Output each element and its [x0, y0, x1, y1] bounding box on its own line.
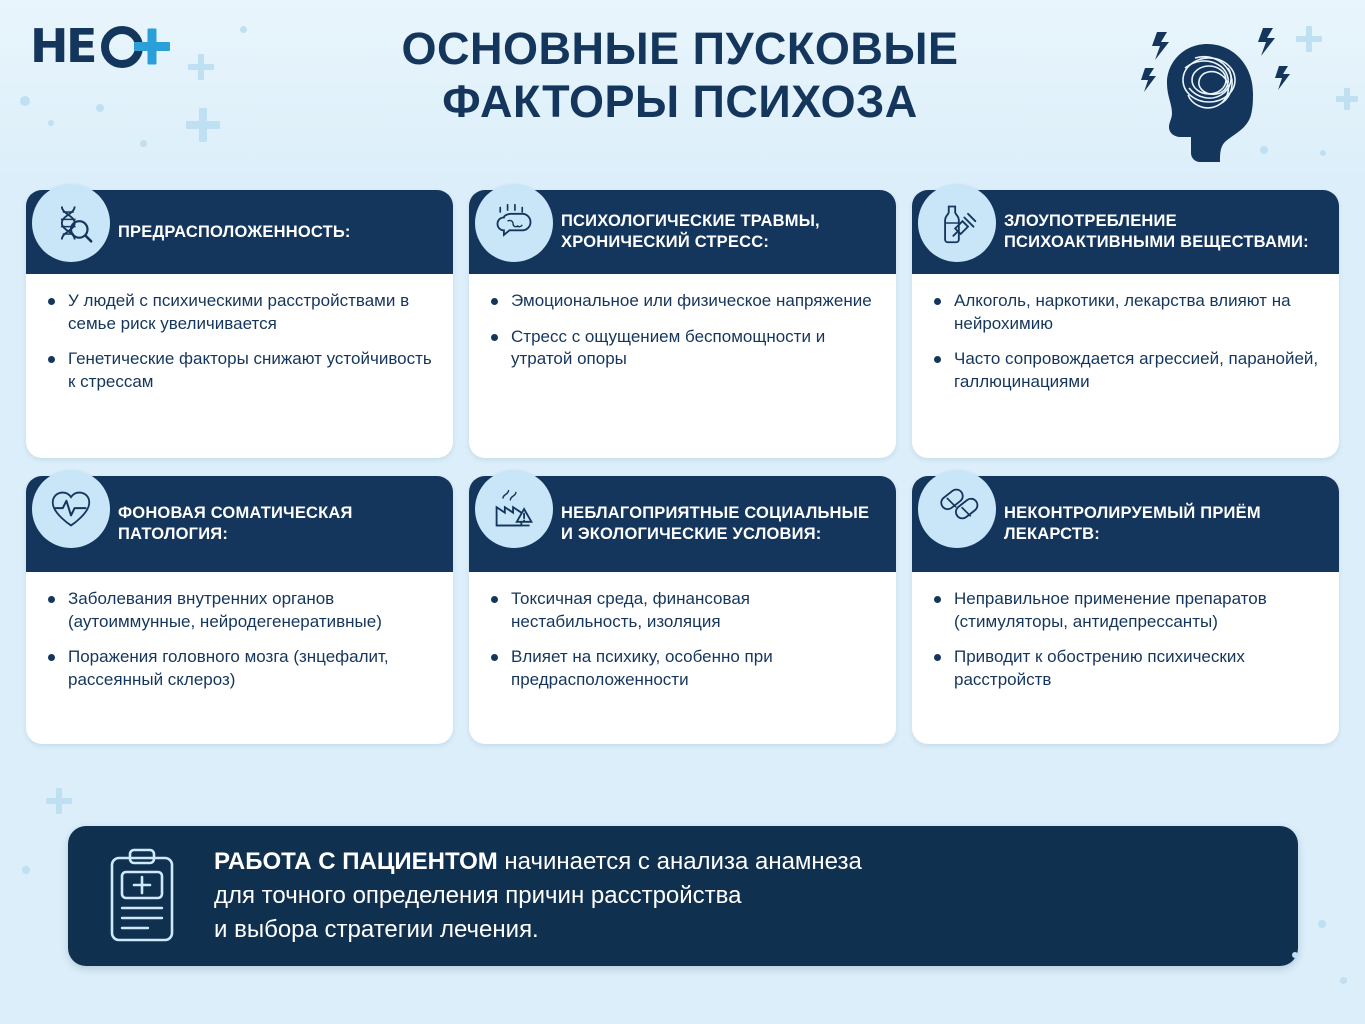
bottle-syringe-icon	[918, 184, 996, 262]
svg-text:H: H	[30, 19, 69, 73]
card-header	[26, 476, 453, 572]
list-item: Часто сопровождается агрессией, паранойей, галлюцинациями	[932, 348, 1321, 393]
list-item: Стресс с ощущением беспомощности и утратой опоры	[489, 326, 878, 371]
card-header	[912, 190, 1339, 274]
heart-pulse-icon	[32, 470, 110, 548]
list-item: Неправильное применение препаратов (стимуляторы, антидепрессанты)	[932, 588, 1321, 633]
logo-mark	[30, 18, 180, 76]
card-header	[26, 190, 453, 274]
dot-decoration	[240, 26, 247, 33]
bullet-list	[489, 588, 878, 691]
dna-magnifier-icon	[32, 184, 110, 262]
card-body	[912, 274, 1339, 411]
footer-rest: начинается с анализа анамнеза	[497, 847, 862, 875]
brand-logo	[30, 18, 180, 76]
factory-warning-icon	[475, 470, 553, 548]
dot-decoration	[48, 120, 54, 126]
dot-decoration	[1340, 977, 1347, 984]
card-header	[912, 476, 1339, 572]
footer-callout	[68, 826, 1298, 966]
footer-lead: РАБОТА С ПАЦИЕНТОМ	[214, 847, 498, 875]
list-item: Заболевания внутренних органов (аутоиммунные, нейродегенеративные)	[46, 588, 435, 633]
card-title: НЕБЛАГОПРИЯТНЫЕ СОЦИАЛЬНЫЕ И ЭКОЛОГИЧЕСКИЕ УСЛОВИЯ:	[561, 504, 870, 543]
bullet-list	[932, 588, 1321, 691]
card-header	[469, 190, 896, 274]
pills-icon	[918, 470, 996, 548]
list-item: Токсичная среда, финансовая нестабильность, изоляция	[489, 588, 878, 633]
header	[0, 0, 1365, 172]
bullet-list	[489, 290, 878, 371]
card-title: ПСИХОЛОГИЧЕСКИЕ ТРАВМЫ, ХРОНИЧЕСКИЙ СТРЕСС:	[561, 212, 820, 251]
page-title-line1: ОСНОВНЫЕ ПУСКОВЫЕ	[401, 23, 959, 74]
plus-decoration	[188, 54, 214, 80]
footer-line-1	[214, 845, 862, 879]
card-body	[469, 274, 896, 389]
card-body	[26, 572, 453, 709]
bottom-decoration	[0, 964, 1365, 1024]
card-trauma-stress	[469, 190, 896, 458]
card-social-ecological	[469, 476, 896, 744]
list-item: Генетические факторы снижают устойчивость к стрессам	[46, 348, 435, 393]
list-item: Алкоголь, наркотики, лекарства влияют на нейрохимию	[932, 290, 1321, 335]
footer-text	[188, 845, 862, 947]
brain-stress-icon	[475, 184, 553, 262]
bullet-list	[46, 290, 435, 393]
list-item: Приводит к обострению психических расстройств	[932, 646, 1321, 691]
card-substance-abuse	[912, 190, 1339, 458]
plus-decoration	[46, 788, 72, 814]
footer-line-2: для точного определения причин расстройства	[214, 881, 742, 909]
card-predisposition	[26, 190, 453, 458]
list-item: Поражения головного мозга (знцефалит, рассеянный склероз)	[46, 646, 435, 691]
plus-decoration	[1336, 88, 1358, 110]
card-title: НЕКОНТРОЛИРУЕМЫЙ ПРИЁМ ЛЕКАРСТВ:	[1004, 504, 1261, 543]
list-item: Эмоциональное или физическое напряжение	[489, 290, 878, 313]
card-header	[469, 476, 896, 572]
dot-decoration	[1292, 952, 1298, 958]
list-item: Влияет на психику, особенно при предрасположенности	[489, 646, 878, 691]
dot-decoration	[140, 140, 147, 147]
card-body	[469, 572, 896, 709]
footer-line-3: и выбора стратегии лечения.	[214, 916, 539, 944]
dot-decoration	[1318, 920, 1326, 928]
head-brain-illustration	[1111, 8, 1311, 168]
card-uncontrolled-medication	[912, 476, 1339, 744]
page-title	[300, 22, 1060, 128]
dot-decoration	[96, 104, 104, 112]
card-body	[912, 572, 1339, 709]
factor-card-grid	[0, 172, 1365, 744]
bullet-list	[932, 290, 1321, 393]
clipboard-medical-icon	[96, 846, 188, 946]
card-title: ФОНОВАЯ СОМАТИЧЕСКАЯ ПАТОЛОГИЯ:	[118, 504, 353, 543]
card-body	[26, 274, 453, 411]
dot-decoration	[22, 866, 30, 874]
svg-text:E: E	[66, 19, 98, 73]
card-title: ЗЛОУПОТРЕБЛЕНИЕ ПСИХОАКТИВНЫМИ ВЕЩЕСТВАМИ:	[1004, 212, 1309, 251]
page-title-line2: ФАКТОРЫ ПСИХОЗА	[442, 76, 918, 128]
bullet-list	[46, 588, 435, 691]
dot-decoration	[20, 96, 30, 106]
list-item: У людей с психическими расстройствами в семье риск увеличивается	[46, 290, 435, 335]
card-title: ПРЕДРАСПОЛОЖЕННОСТЬ:	[118, 222, 351, 241]
card-somatic-pathology	[26, 476, 453, 744]
dot-decoration	[1320, 150, 1326, 156]
plus-decoration	[186, 108, 220, 142]
